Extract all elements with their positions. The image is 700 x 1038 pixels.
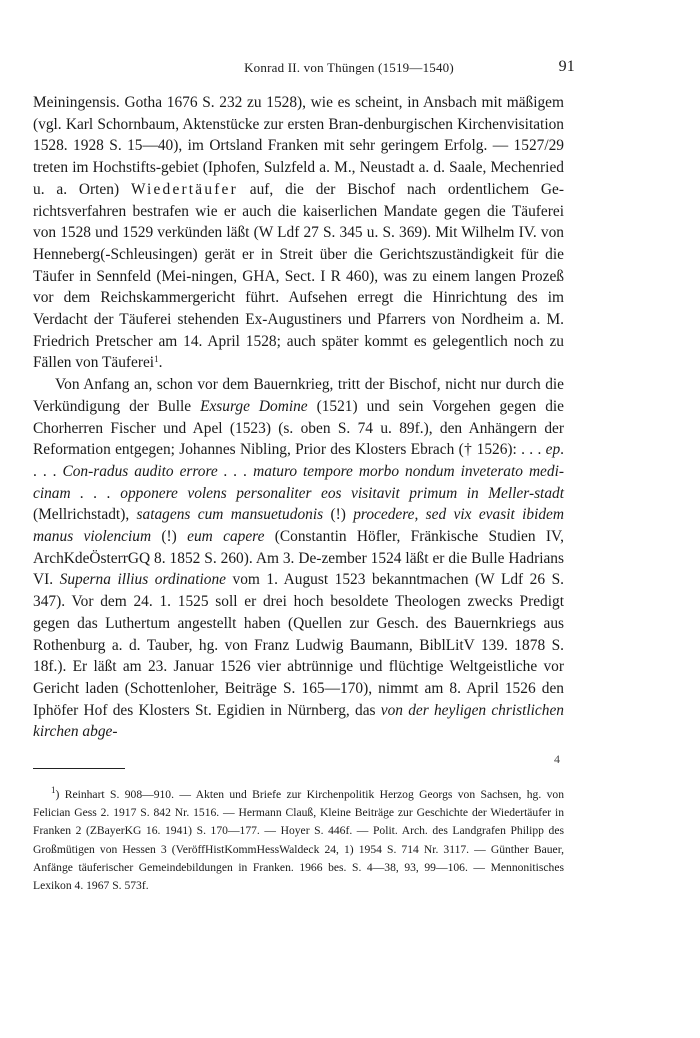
text-run: (1521) und sein Vorgehen gegen die Chorherren Fischer und Apel (1523) (s. oben S. 74 u. 89f.), den Anhängern der Reformation entgegen; Johannes Nibling, Prior des Klosters Ebrach († 1526): . . . [33, 397, 564, 459]
book-page [33, 0, 665, 1038]
text-run: ) Reinhart S. 908—910. — Akten und Briefe zur Kirchenpolitik Herzog Georgs von Sachsen, hg. von Felician Gess 2. 1917 S. 842 Nr. 1516. — Hermann Clauß, Kleine Beiträge zur Geschichte der Wiedertäufer in Franken 2 (ZBayerKG 16. 1941) S. 170—177. — Hoyer S. 446f. — Polit. Arch. des Landgrafen Philipp des Großmütigen von Hessen 3 (VeröffHistKommHessWaldeck 24, 1) 1954 S. 714 Nr. 3117. — Günther Bauer, Anfänge täuferischer Gemeindebildungen in Franken. 1966 bes. S. 4—38, 93, 99—106. — Mennonitisches Lexikon 4. 1967 S. 573f. [33, 788, 564, 893]
text-run: Meiningensis. Gotha 1676 S. 232 zu 1528), wie es scheint, in Ansbach mit mäßigem (vgl. Karl Schornbaum, Aktenstücke zur ersten Bran-denburgischen Kirchenvisitation 1528. 1928 S. 15—40), im Ortsland Franken mit sehr geringem Erfolg. — 1527/29 treten im Hochstifts-gebiet (Iphofen, Sulzfeld a. M., Neustadt a. d. Saale, Mechenried u. a. Orten) [33, 94, 564, 198]
text-run: vom 1. August 1523 bekanntmachen (W Ldf 26 S. 347). Vor dem 24. 1. 1525 soll er drei hoch besoldete Theologen zwecks Predigt gegen das Luthertum angestellt haben (Quellen zur Gesch. des Bauernkriegs aus Rothenburg a. d. Tauber, hg. von Franz Ludwig Baumann, BiblLitV 139. 1878 S. 18f.). Er läßt am 23. Januar 1526 vier abtrünnige und flüchtige Weltgeistliche vor Gericht laden (Schottenloher, Beiträge S. 165—170), nimmt am 8. April 1526 den Iphöfer Hof des Klosters St. Egidien in Nürnberg, das [33, 571, 565, 719]
footnote-marker: 1 [51, 785, 56, 795]
latin-quote: procedere, sed vix evasit ibidem manus violencium [33, 506, 564, 546]
latin-quote: ep [545, 441, 561, 459]
latin-quote: satagens cum mansuetudonis [136, 506, 324, 524]
spaced-term: Wiedertäufer [130, 180, 238, 198]
latin-quote: Con-radus audito errore . . . maturo tempore morbo nondum inveterato medi-cinam . . . opponere volens personaliter eos visitavit primum in Meller-stadt [33, 462, 564, 502]
latin-quote: von der heyligen christlichen kirchen abge- [33, 701, 564, 741]
latin-quote: Superna illius ordinatione [59, 571, 227, 589]
text-run: (!) [151, 528, 188, 546]
footnote [33, 786, 564, 895]
footnote-marker: 1 [154, 354, 159, 365]
latin-quote: Exsurge Domine [200, 397, 308, 415]
footnote-rule [33, 768, 125, 769]
running-title: Konrad II. von Thüngen (1519—1540) [244, 60, 454, 75]
paragraph [33, 374, 564, 743]
text-run: (Constantin Höfler, Fränkische Studien IV, ArchKdeÖsterrGQ 8. 1852 S. 260). Am 3. De-zember 1524 läßt er die Bulle Hadrians VI. [33, 528, 565, 589]
main-text [33, 92, 564, 743]
text-run: auf, die der Bischof nach ordentlichem Ge-richtsverfahren bestrafen wie er auch die kaiserlichen Mandate gegen die Täuferei von 1528 und 1529 verkünden läßt (W Ldf 27 S. 345 u. S. 369). Mit Wilhelm IV. von Henneberg(-Schleusingen) gerät er in Streit über die Gerichtszuständigkeit für die Täufer in Sennfeld (Mei-ningen, GHA, Sect. I R 460), was zu einem langen Prozeß vor dem Reichskammergericht führt. Aufsehen erregt die Hinrichtung des im Verdacht der Täuferei stehenden Ex-Augustiners und Pfarrers von Nordheim a. M. Friedrich Pretscher am 14. April 1528; auch später kommt es gelegentlich noch zu Fällen von Täuferei [33, 180, 564, 372]
margin-mark: 4 [554, 752, 560, 766]
footnotes [33, 786, 564, 895]
text-run: Von Anfang an, schon vor dem Bauernkrieg, tritt der Bischof, nicht nur durch die Verkündigung der Bulle [33, 376, 564, 415]
paragraph [33, 92, 564, 374]
page-header [33, 58, 665, 80]
latin-quote: eum capere [187, 528, 265, 546]
text-run: (!) [323, 506, 354, 524]
text-run: . . . . [33, 441, 564, 480]
text-run: (Mellrichstadt), [33, 506, 137, 524]
text-run: . [158, 354, 163, 372]
page-number: 91 [558, 58, 575, 75]
